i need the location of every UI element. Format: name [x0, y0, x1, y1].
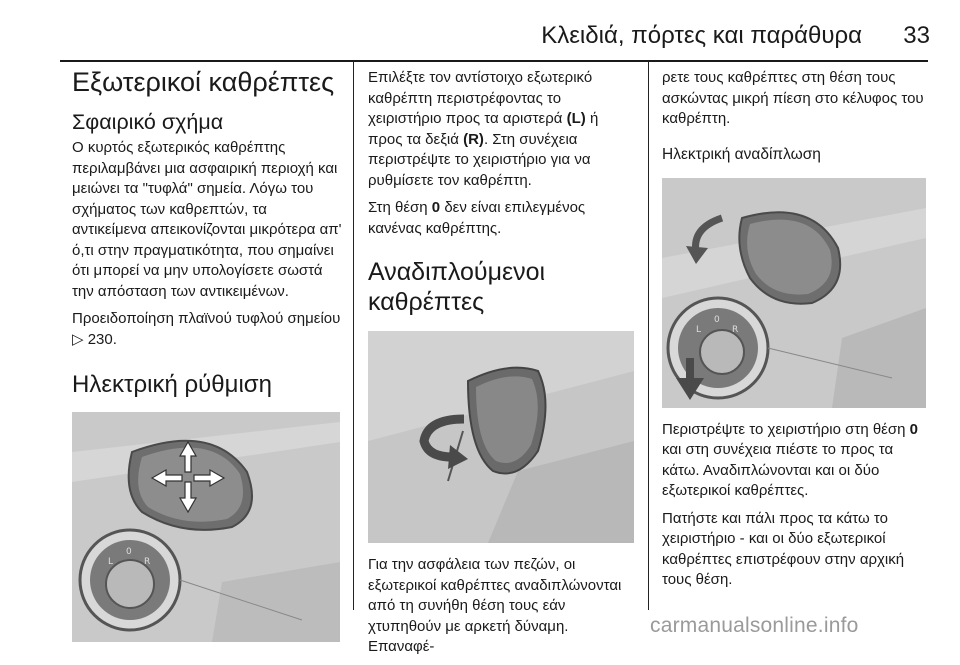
column-3 — [662, 62, 928, 598]
figure-electric-folding — [662, 178, 926, 408]
column-divider-2 — [648, 62, 649, 610]
svg-text:L: L — [696, 324, 702, 335]
paragraph-folding-safety: Για την ασφάλεια των πεζών, οι εξωτερικοί καθρέπτες αναδιπλώνονται από τη συνήθη θέση τους εάν χτυπηθούν με αρκετή δύναμη. Επαναφέ- — [368, 556, 622, 655]
paragraph-restore-mirrors: ρετε τους καθρέπτες στη θέση τους ασκώντας μικρή πίεση στο κέλυφος του καθρέπτη. — [662, 69, 924, 127]
subheading-electric-folding: Ηλεκτρική αναδίπλωση — [662, 145, 821, 163]
column-2 — [368, 62, 636, 665]
paragraph-position-zero: Στη θέση 0 δεν είναι επιλεγμένος κανένας καθρέπτης. — [368, 199, 586, 237]
figure-folding-mirror — [368, 331, 634, 543]
column-1 — [72, 62, 344, 642]
svg-text:R: R — [144, 557, 151, 567]
label-zero: 0 — [431, 199, 441, 216]
label-zero-col3: 0 — [909, 420, 918, 438]
watermark: carmanualsonline.info — [650, 614, 859, 637]
page-number: 33 — [903, 22, 930, 49]
paragraph-fold-instructions: Περιστρέψτε το χειριστήριο στη θέση 0 και στη συνέχεια πιέστε το προς τα κάτω. Αναδιπλώνονται και οι δύο εξωτερικοί καθρέπτες. — [662, 420, 918, 499]
svg-text:0: 0 — [714, 314, 720, 325]
label-left: (L) — [566, 110, 586, 127]
section-heading-exterior-mirrors: Εξωτερικοί καθρέπτες — [72, 67, 335, 97]
paragraph-select-mirror: Επιλέξτε τον αντίστοιχο εξωτερικό καθρέπτη περιστρέφοντας το χειριστήριο προς τα αριστερά (L) ή προς τα δεξιά (R). Στη συνέχεια περιστρέψτε το χειριστήριο για να ρυθμίσετε τον καθρέπτη. — [368, 69, 599, 189]
page-reference-icon: ▷ — [72, 330, 84, 348]
paragraph-unfold-instructions: Πατήστε και πάλι προς τα κάτω το χειριστήριο - και οι δύο εξωτερικοί καθρέπτες επιστρέφουν στην αρχική τους θέση. — [662, 509, 905, 588]
paragraph-blind-spot-warning — [72, 309, 344, 350]
subheading-convex-shape: Σφαιρικό σχήμα — [72, 110, 224, 134]
svg-text:R: R — [732, 324, 739, 335]
electric-folding-illustration — [662, 178, 926, 408]
subheading-folding-mirrors: Αναδιπλούμενοι καθρέπτες — [368, 258, 546, 316]
header-title: Κλειδιά, πόρτες και παράθυρα — [541, 22, 862, 49]
subheading-electric-adjustment: Ηλεκτρική ρύθμιση — [72, 371, 272, 398]
folding-mirror-illustration — [368, 331, 634, 543]
blind-spot-text: Προειδοποίηση πλαϊνού τυφλού σημείου — [72, 310, 341, 327]
mirror-adjust-illustration — [72, 412, 340, 642]
column-divider-1 — [353, 62, 354, 610]
label-right: (R) — [463, 130, 484, 148]
svg-text:L: L — [108, 557, 114, 567]
svg-text:0: 0 — [126, 547, 132, 557]
figure-electric-adjustment — [72, 412, 340, 642]
page-header — [60, 16, 930, 56]
paragraph-convex-mirror: Ο κυρτός εξωτερικός καθρέπτης περιλαμβάνει μια ασφαιρική περιοχή και μειώνει τα "τυφλά" σημεία. Λόγω του σχήματος των καθρεπτών, τα αντικείμενα απεικονίζονται μικρότερα απ' ό,τι στην πραγματικότητα, που σημαίνει ότι μπορεί να μην υπολογίσετε σωστά την απόσταση των αντικειμένων. — [72, 139, 342, 300]
page-reference-link[interactable]: 230. — [87, 330, 117, 348]
